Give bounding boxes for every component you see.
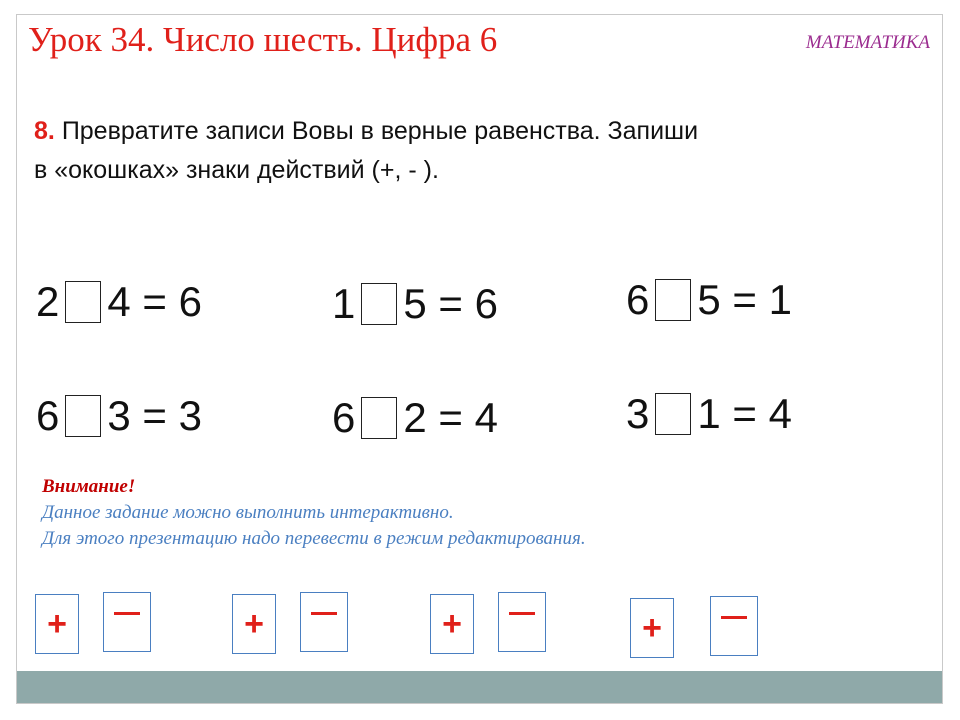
equation-right: 5 = 1 [697, 275, 792, 323]
equation-left: 3 [626, 389, 650, 437]
answer-box[interactable] [655, 279, 691, 321]
equation-right: 2 = 4 [403, 393, 498, 441]
task-line-2: в «окошках» знаки действий (+, - ). [34, 156, 439, 184]
equation-3 [626, 272, 792, 325]
attention-note [42, 474, 586, 552]
answer-box[interactable] [361, 397, 397, 439]
minus-sign-tile[interactable] [498, 592, 546, 652]
answer-box[interactable] [655, 393, 691, 435]
equation-right: 1 = 4 [697, 389, 792, 437]
minus-sign-tile[interactable] [300, 592, 348, 652]
footer-bar [17, 671, 942, 703]
task-line-1: Превратите записи Вовы в верные равенства. Запиши [61, 117, 699, 145]
plus-sign-tile[interactable]: + [35, 594, 79, 654]
plus-sign-tile[interactable]: + [430, 594, 474, 654]
equation-1 [36, 274, 202, 327]
answer-box[interactable] [65, 281, 101, 323]
minus-icon [509, 612, 535, 615]
subject-label: МАТЕМАТИКА [805, 32, 930, 53]
minus-icon [114, 612, 140, 615]
equation-left: 1 [332, 279, 356, 327]
equation-left: 6 [332, 393, 356, 441]
equation-left: 6 [36, 391, 60, 439]
equation-right: 5 = 6 [403, 279, 498, 327]
note-line-2: Для этого презентацию надо перевести в режим редактирования. [42, 528, 586, 549]
equation-5 [332, 390, 498, 443]
minus-sign-tile[interactable] [103, 592, 151, 652]
minus-sign-tile[interactable] [710, 596, 758, 656]
minus-icon [721, 616, 747, 619]
answer-box[interactable] [361, 283, 397, 325]
minus-icon [311, 612, 337, 615]
equation-left: 2 [36, 277, 60, 325]
equation-4 [36, 388, 202, 441]
equation-right: 4 = 6 [107, 277, 202, 325]
answer-box[interactable] [65, 395, 101, 437]
equation-right: 3 = 3 [107, 391, 202, 439]
note-line-1: Данное задание можно выполнить интерактивно. [42, 502, 454, 523]
plus-sign-tile[interactable]: + [232, 594, 276, 654]
equation-left: 6 [626, 275, 650, 323]
equation-2 [332, 276, 498, 329]
plus-sign-tile[interactable]: + [630, 598, 674, 658]
slide-title: Урок 34. Число шесть. Цифра 6 [28, 20, 498, 59]
task-text [34, 112, 914, 190]
task-number: 8. [34, 117, 55, 145]
equation-6 [626, 386, 792, 439]
note-heading: Внимание! [42, 476, 136, 497]
